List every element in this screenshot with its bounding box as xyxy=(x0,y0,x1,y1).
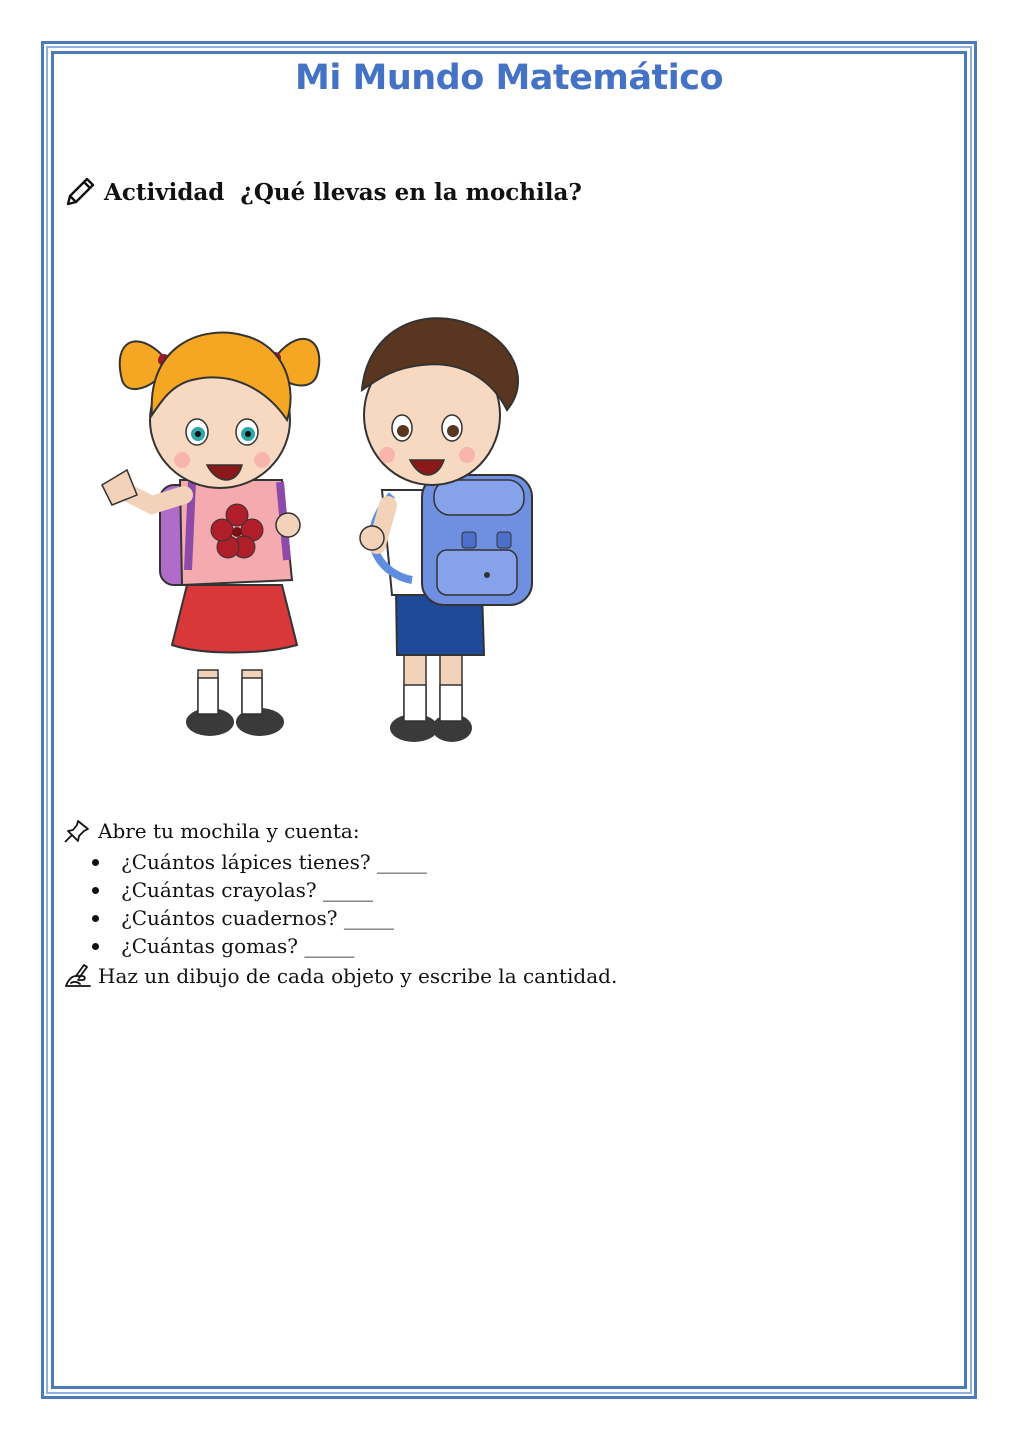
activity-heading xyxy=(62,174,582,210)
list-item xyxy=(92,848,427,876)
bullet xyxy=(92,887,99,894)
bullet xyxy=(92,859,99,866)
activity-title: Actividad ¿Qué llevas en la mochila? xyxy=(104,178,582,206)
questions-list xyxy=(92,848,427,960)
pushpin-icon xyxy=(62,818,92,844)
list-item xyxy=(92,904,427,932)
question-text: ¿Cuántas gomas? _____ xyxy=(121,934,355,958)
page-title: Mi Mundo Matemático xyxy=(295,58,723,98)
girl-figure xyxy=(102,333,319,736)
bullet xyxy=(92,915,99,922)
children-backpacks-illustration xyxy=(92,300,542,760)
question-text: ¿Cuántas crayolas? _____ xyxy=(121,878,373,902)
question-text: ¿Cuántos cuadernos? _____ xyxy=(121,906,394,930)
draw-instruction-text: Haz un dibujo de cada objeto y escribe la cantidad. xyxy=(98,964,618,988)
list-item xyxy=(92,876,427,904)
pencil-icon xyxy=(62,174,98,210)
writing-hand-icon xyxy=(62,962,92,990)
list-item xyxy=(92,932,427,960)
draw-instruction-line xyxy=(62,962,617,990)
question-text: ¿Cuántos lápices tienes? _____ xyxy=(121,850,427,874)
bullet xyxy=(92,943,99,950)
instruction-line xyxy=(62,818,360,844)
boy-figure xyxy=(360,318,532,742)
instruction-text: Abre tu mochila y cuenta: xyxy=(98,819,360,843)
